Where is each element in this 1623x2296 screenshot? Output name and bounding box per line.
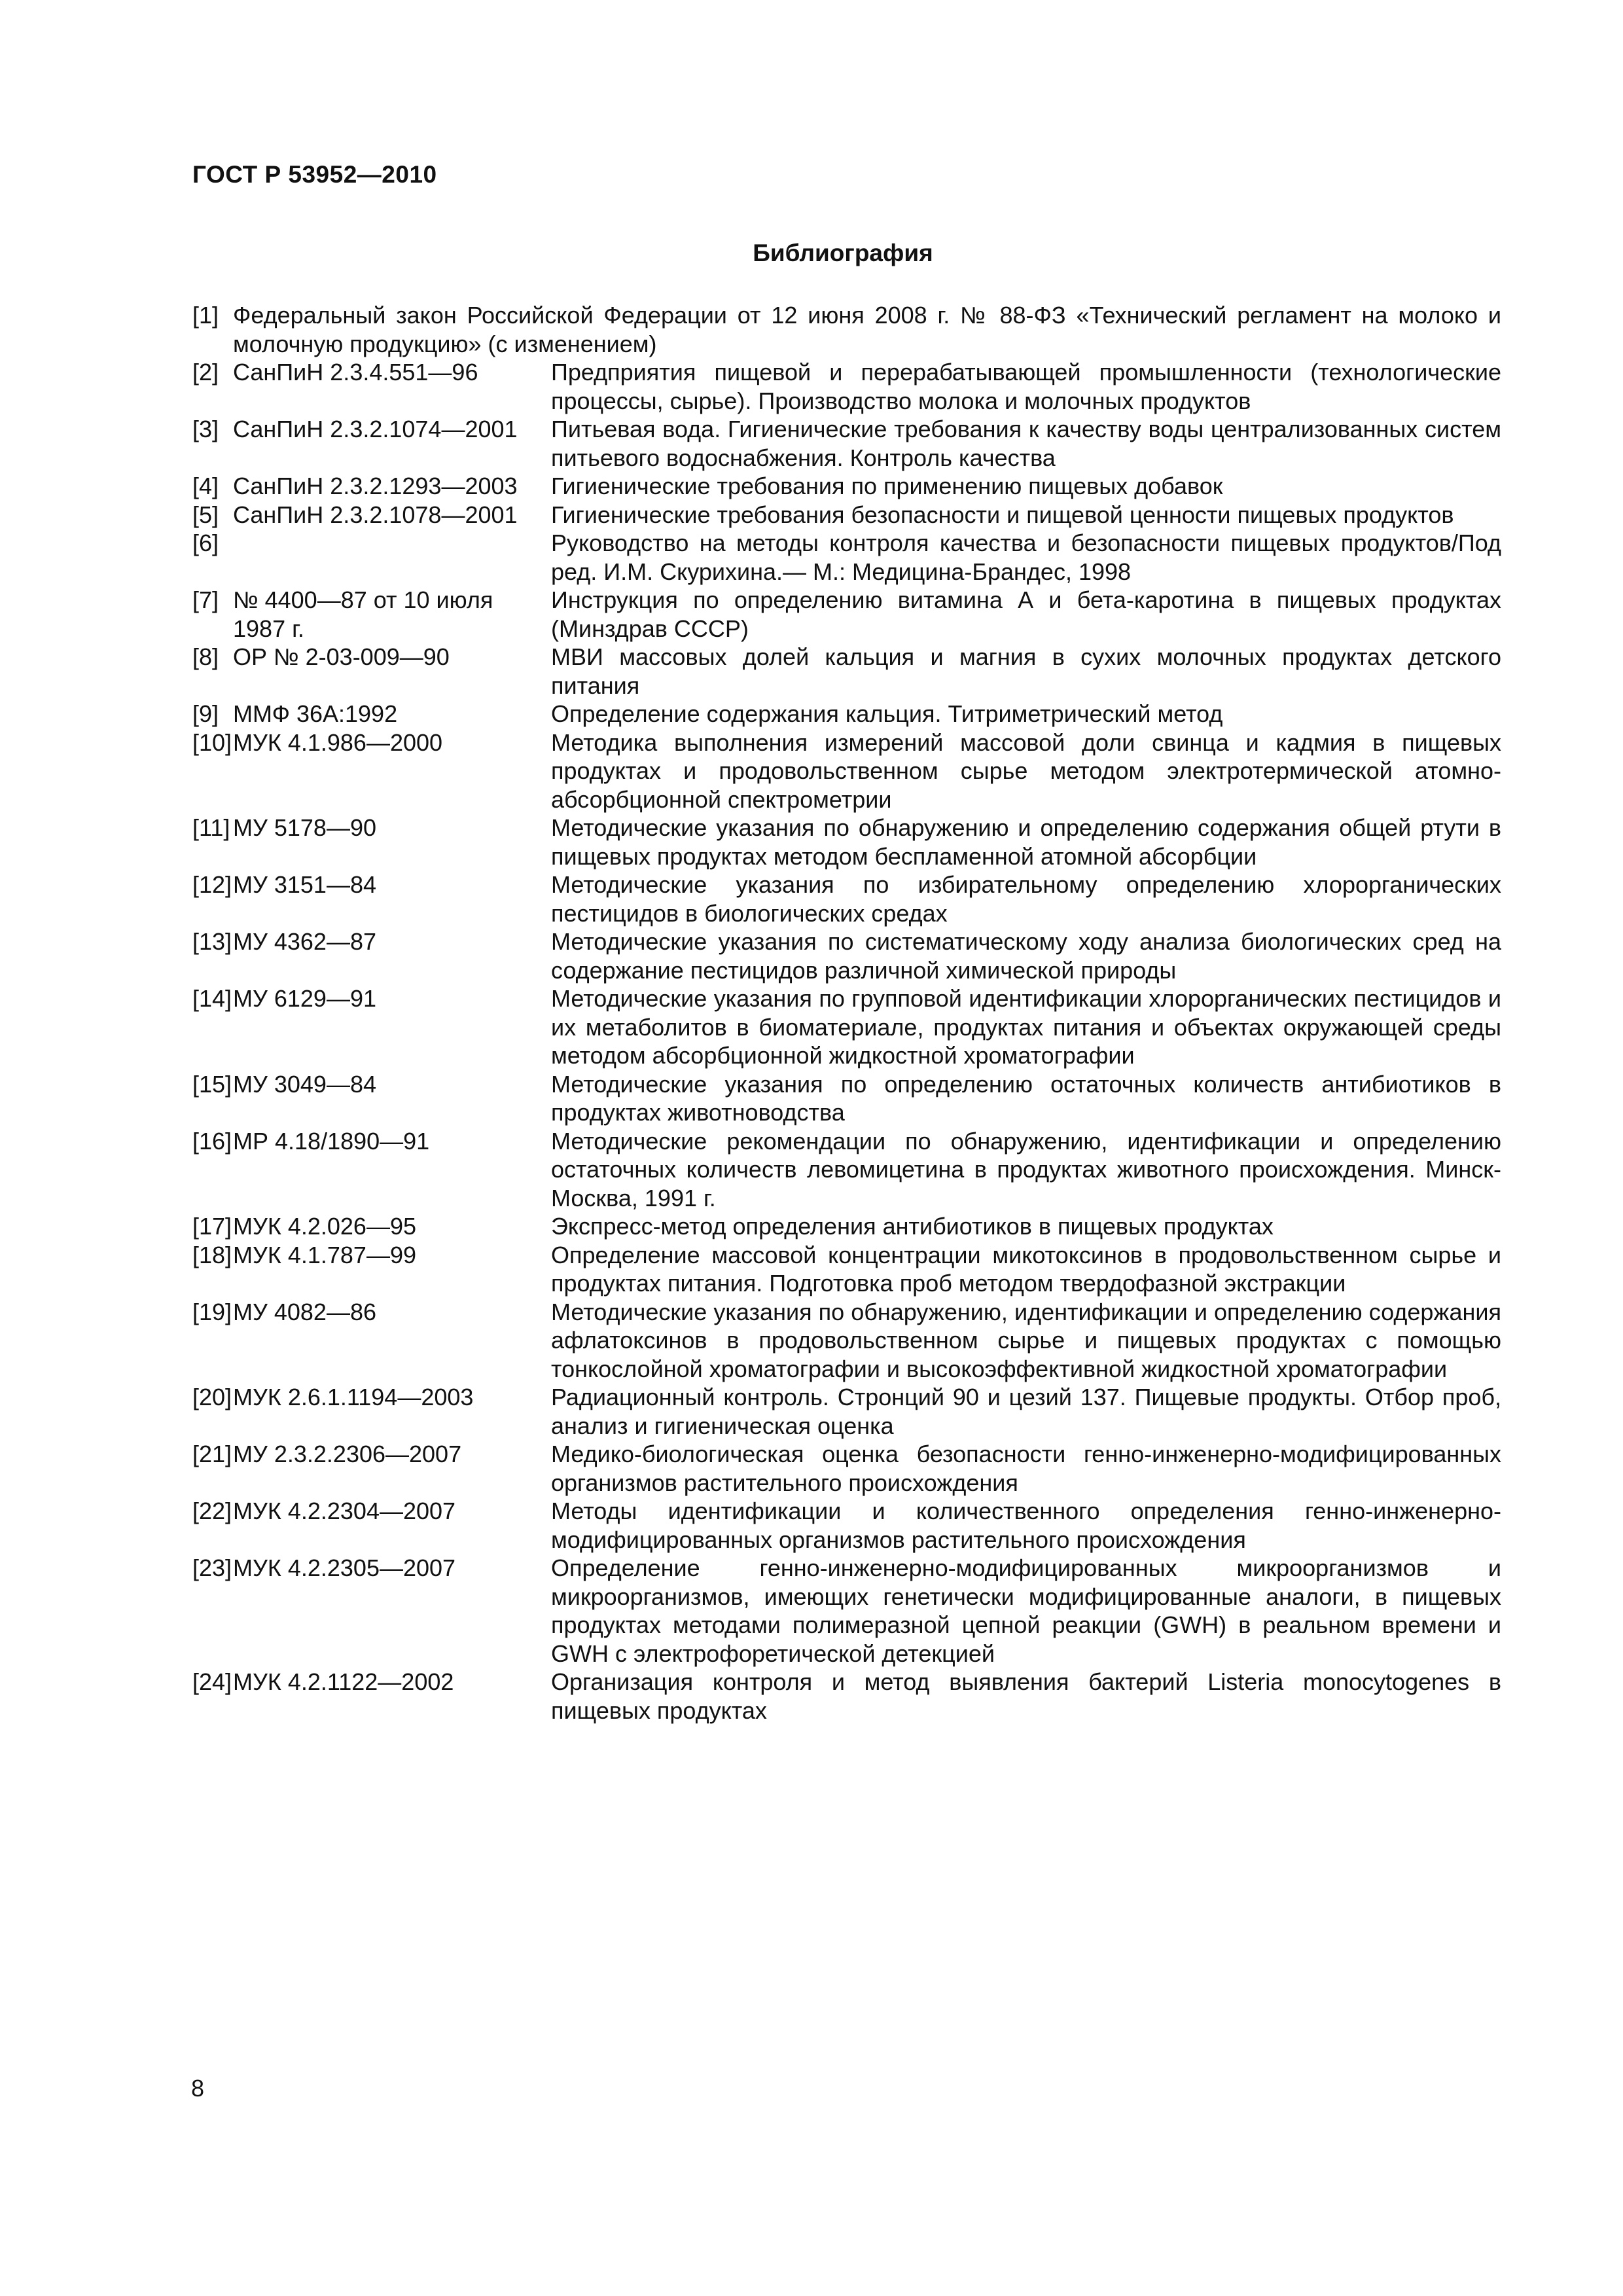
entry-number: [4] xyxy=(192,473,219,499)
bibliography-entry xyxy=(192,1212,1501,1241)
entry-number: [11] xyxy=(192,814,230,841)
entry-description: Методические указания по определению остаточных количеств антибиотиков в продуктах животноводства xyxy=(551,1070,1501,1126)
entry-description: МВИ массовых долей кальция и магния в сухих молочных продуктах детского питания xyxy=(551,643,1501,699)
bibliography-entry xyxy=(192,814,1501,870)
entry-description: Методические указания по систематическому ходу анализа биологических сред на содержание пестицидов различной химической природы xyxy=(551,928,1501,984)
bibliography-entry xyxy=(192,529,1501,586)
bibliography-entry xyxy=(192,586,1501,643)
entry-document-code: МУК 4.1.787—99 xyxy=(233,1241,416,1268)
entry-description: Радиационный контроль. Стронций 90 и цезий 137. Пищевые продукты. Отбор проб, анализ и гигиеническая оценка xyxy=(551,1384,1501,1439)
section-title: Библиография xyxy=(753,240,933,266)
entry-document-code: СанПиН 2.3.2.1078—2001 xyxy=(233,501,518,528)
bibliography-entry xyxy=(192,870,1501,927)
entry-document-code: МУ 4362—87 xyxy=(233,928,376,955)
bibliography-list xyxy=(192,301,1501,1725)
bibliography-entry xyxy=(192,358,1501,415)
bibliography-entry xyxy=(192,1668,1501,1725)
entry-document-code: МУ 6129—91 xyxy=(233,985,376,1012)
entry-description: Экспресс-метод определения антибиотиков в пищевых продуктах xyxy=(551,1213,1274,1240)
entry-number: [10] xyxy=(192,728,232,756)
entry-number: [5] xyxy=(192,501,219,528)
bibliography-entry xyxy=(192,927,1501,984)
bibliography-entry xyxy=(192,1440,1501,1497)
entry-number: [3] xyxy=(192,416,219,442)
entry-document-code: СанПиН 2.3.4.551—96 xyxy=(233,359,478,386)
entry-number: [12] xyxy=(192,871,232,898)
entry-number: [7] xyxy=(192,586,219,613)
entry-number: [22] xyxy=(192,1498,232,1524)
entry-number: [2] xyxy=(192,359,219,386)
entry-description: Питьевая вода. Гигиенические требования к качеству воды централизованных систем питьевого водоснабжения. Контроль качества xyxy=(551,416,1501,471)
entry-description: Медико-биологическая оценка безопасности генно-инженерно-модифицированных организмов растительного происхождения xyxy=(551,1441,1501,1496)
entry-number: [23] xyxy=(192,1554,232,1581)
entry-number: [8] xyxy=(192,643,219,670)
entry-number: [19] xyxy=(192,1298,232,1325)
entry-document-code: МУК 2.6.1.1194—2003 xyxy=(233,1384,474,1410)
entry-description: Методы идентификации и количественного определения генно-инженерно-модифицированных организмов растительного происхождения xyxy=(551,1498,1501,1553)
entry-description: Методические рекомендации по обнаружению, идентификации и определению остаточных количеств левомицетина в продуктах животного происхождения. Минск-Москва, 1991 г. xyxy=(551,1127,1501,1211)
entry-document-code: МУК 4.2.026—95 xyxy=(233,1213,416,1240)
entry-number: [20] xyxy=(192,1384,232,1410)
entry-description: Организация контроля и метод выявления бактерий Listeria monocytogenes в пищевых продуктах xyxy=(551,1668,1501,1724)
entry-document-code: МУК 4.1.986—2000 xyxy=(233,728,443,756)
entry-text: Федеральный закон Российской Федерации от 12 июня 2008 г. № 88-ФЗ «Технический регламент на молоко и молочную продукцию» (с изменением) xyxy=(233,302,1501,357)
entry-description: Определение генно-инженерно-модифицированных микроорганизмов и микроорганизмов, имеющих генетически модифицированные аналоги, в пищевых продуктах методами полимеразной цепной реакции (GWH) в реальном времени и GWH с электрофоретической детекцией xyxy=(551,1554,1501,1667)
entry-description: Методические указания по избирательному определению хлорорганических пестицидов в биологических средах xyxy=(551,871,1501,927)
entry-number: [16] xyxy=(192,1127,232,1155)
entry-description: Определение массовой концентрации микотоксинов в продовольственном сырье и продуктах питания. Подготовка проб методом твердофазной экстракции xyxy=(551,1241,1501,1297)
entry-description: Методика выполнения измерений массовой доли свинца и кадмия в пищевых продуктах и продовольственном сырье методом электротермической атомно-абсорбционной спектрометрии xyxy=(551,728,1501,813)
entry-number: [18] xyxy=(192,1241,232,1268)
entry-number: [6] xyxy=(192,529,219,556)
bibliography-entry xyxy=(192,1497,1501,1554)
entry-document-code: ОР № 2-03-009—90 xyxy=(233,643,450,670)
bibliography-entry xyxy=(192,1241,1501,1298)
entry-description: Методические указания по обнаружению и определению содержания общей ртути в пищевых продуктах методом беспламенной атомной абсорбции xyxy=(551,814,1501,870)
entry-document-code: МУК 4.2.1122—2002 xyxy=(233,1668,454,1695)
entry-document-code: МУ 3049—84 xyxy=(233,1070,376,1098)
entry-document-code: № 4400—87 от 10 июля 1987 г. xyxy=(233,586,493,642)
entry-document-code: МУ 4082—86 xyxy=(233,1298,376,1325)
bibliography-entry xyxy=(192,1127,1501,1213)
bibliography-entry xyxy=(192,1070,1501,1127)
bibliography-entry xyxy=(192,501,1501,529)
entry-description: Гигиенические требования безопасности и пищевой ценности пищевых продуктов xyxy=(551,501,1454,528)
entry-description: Предприятия пищевой и перерабатывающей промышленности (технологические процессы, сырье). Производство молока и молочных продуктов xyxy=(551,359,1501,414)
entry-document-code: СанПиН 2.3.2.1074—2001 xyxy=(233,416,518,442)
bibliography-entry xyxy=(192,728,1501,814)
page-number: 8 xyxy=(191,2075,205,2102)
entry-number: [13] xyxy=(192,928,232,955)
entry-document-code: ММФ 36А:1992 xyxy=(233,700,398,727)
bibliography-entry xyxy=(192,984,1501,1070)
bibliography-entry xyxy=(192,700,1501,728)
entry-description: Инструкция по определению витамина А и бета-каротина в пищевых продуктах (Минздрав СССР) xyxy=(551,586,1501,642)
entry-number: [15] xyxy=(192,1070,232,1098)
entry-number: [1] xyxy=(192,302,219,329)
entry-number: [9] xyxy=(192,700,219,727)
entry-number: [17] xyxy=(192,1213,232,1240)
entry-description: Методические указания по групповой идентификации хлорорганических пестицидов и их метаболитов в биоматериале, продуктах питания и объектах окружающей среды методом абсорбционной жидкостной хроматографии xyxy=(551,985,1501,1069)
entry-document-code: МУ 5178—90 xyxy=(233,814,376,841)
entry-document-code: МР 4.18/1890—91 xyxy=(233,1127,430,1155)
entry-document-code: МУ 2.3.2.2306—2007 xyxy=(233,1441,462,1467)
entry-document-code: МУК 4.2.2304—2007 xyxy=(233,1498,456,1524)
entry-description: Определение содержания кальция. Титриметрический метод xyxy=(551,700,1223,727)
bibliography-entry xyxy=(192,301,1501,358)
bibliography-entry xyxy=(192,472,1501,501)
entry-description: Гигиенические требования по применению пищевых добавок xyxy=(551,473,1223,499)
entry-document-code: МУ 3151—84 xyxy=(233,871,376,898)
document-code-header: ГОСТ Р 53952—2010 xyxy=(192,161,437,188)
bibliography-entry xyxy=(192,1298,1501,1384)
entry-document-code: МУК 4.2.2305—2007 xyxy=(233,1554,456,1581)
bibliography-entry xyxy=(192,1554,1501,1668)
entry-description: Руководство на методы контроля качества и безопасности пищевых продуктов/Под ред. И.М. Скурихина.— М.: Медицина-Брандес, 1998 xyxy=(551,529,1501,585)
bibliography-entry xyxy=(192,643,1501,700)
entry-number: [21] xyxy=(192,1441,232,1467)
entry-description: Методические указания по обнаружению, идентификации и определению содержания афлатоксинов в продовольственном сырье и пищевых продуктах с помощью тонкослойной хроматографии и высокоэффективной жидкостной хроматографии xyxy=(551,1298,1501,1382)
entry-document-code: СанПиН 2.3.2.1293—2003 xyxy=(233,473,518,499)
entry-number: [24] xyxy=(192,1668,232,1695)
entry-number: [14] xyxy=(192,985,232,1012)
bibliography-entry xyxy=(192,1383,1501,1440)
bibliography-entry xyxy=(192,415,1501,472)
